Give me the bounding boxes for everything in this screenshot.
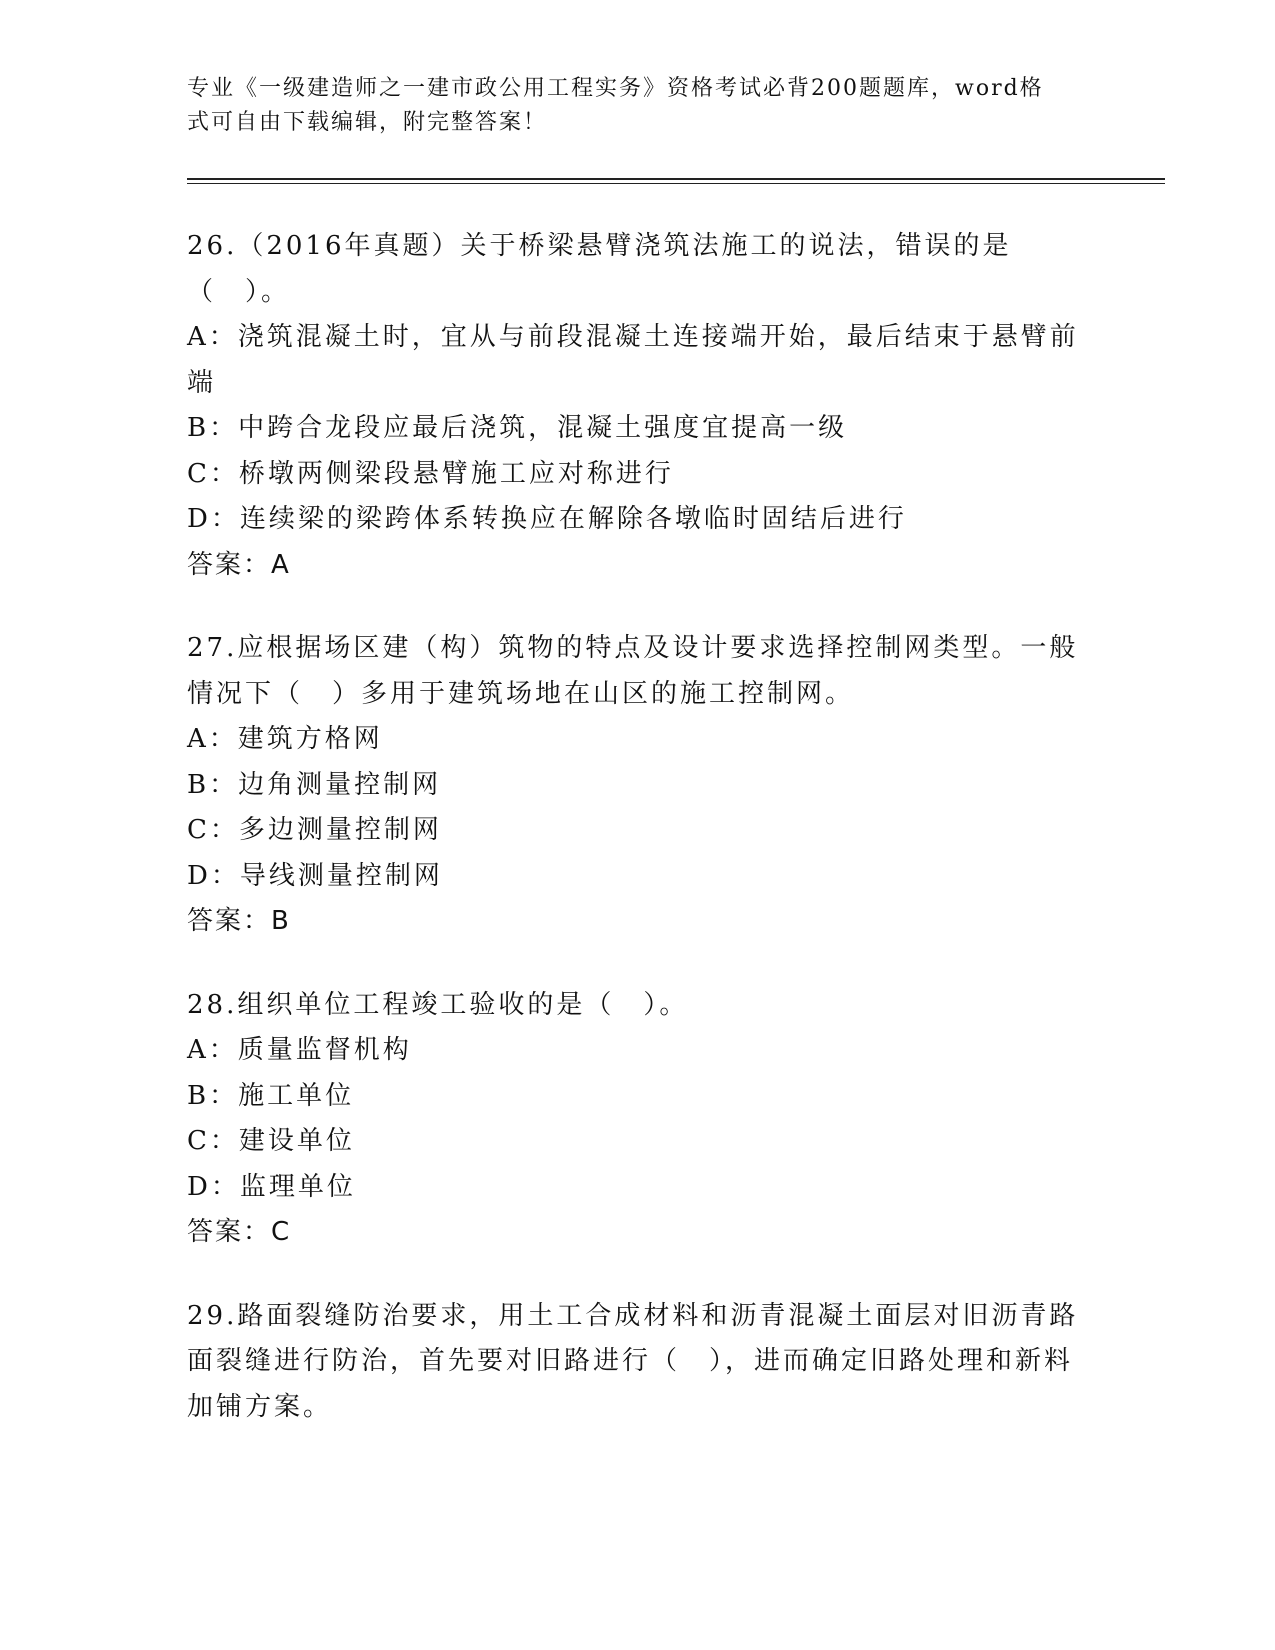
question-stem: 27.应根据场区建（构）筑物的特点及设计要求选择控制网类型。一般情况下（ ）多用于建筑场地在山区的施工控制网。 xyxy=(187,633,1079,709)
document-header: 专业《一级建造师之一建市政公用工程实务》资格考试必背200题题库，word格式可自由下载编辑，附完整答案！ xyxy=(187,76,1044,135)
answer-label: 答案： xyxy=(187,906,272,936)
option-b: B：边角测量控制网 xyxy=(187,769,442,800)
question-list xyxy=(187,224,1187,1430)
header-rule-thin xyxy=(187,183,1165,184)
option-d: D：导线测量控制网 xyxy=(187,860,443,891)
answer-value: B xyxy=(271,906,291,936)
header-rule xyxy=(187,178,1165,184)
option-c: C：多边测量控制网 xyxy=(187,815,442,845)
answer-line xyxy=(187,899,1187,945)
answer-label: 答案： xyxy=(187,549,272,580)
header-rule-thick xyxy=(187,178,1165,180)
answer-label: 答案： xyxy=(187,1217,272,1247)
option-a: A：质量监督机构 xyxy=(187,1035,412,1065)
option-a: A：建筑方格网 xyxy=(187,724,383,754)
answer-value: A xyxy=(271,549,291,580)
question-28 xyxy=(187,983,1187,1256)
option-a: A：浇筑混凝土时，宜从与前段混凝土连接端开始，最后结束于悬臂前端 xyxy=(187,322,1079,398)
question-stem: 26.（2016年真题）关于桥梁悬臂浇筑法施工的说法，错误的是（ ）。 xyxy=(187,231,1012,307)
option-d: D：监理单位 xyxy=(187,1171,356,1202)
question-stem: 29.路面裂缝防治要求，用土工合成材料和沥青混凝土面层对旧沥青路面裂缝进行防治，首先要对旧路进行（ ），进而确定旧路处理和新料加铺方案。 xyxy=(187,1300,1079,1422)
question-29 xyxy=(187,1294,1187,1431)
answer-line xyxy=(187,1210,1187,1256)
option-b: B：中跨合龙段应最后浇筑，混凝土强度宜提高一级 xyxy=(187,413,848,443)
option-c: C：桥墩两侧梁段悬臂施工应对称进行 xyxy=(187,458,674,489)
option-d: D：连续梁的梁跨体系转换应在解除各墩临时固结后进行 xyxy=(187,504,907,534)
question-stem: 28.组织单位工程竣工验收的是（ ）。 xyxy=(187,989,689,1020)
question-26 xyxy=(187,224,1187,588)
answer-value: C xyxy=(271,1217,292,1247)
option-c: C：建设单位 xyxy=(187,1126,355,1156)
answer-line xyxy=(187,543,1187,589)
question-27 xyxy=(187,626,1187,945)
document-page xyxy=(187,72,1187,1468)
option-b: B：施工单位 xyxy=(187,1080,355,1111)
